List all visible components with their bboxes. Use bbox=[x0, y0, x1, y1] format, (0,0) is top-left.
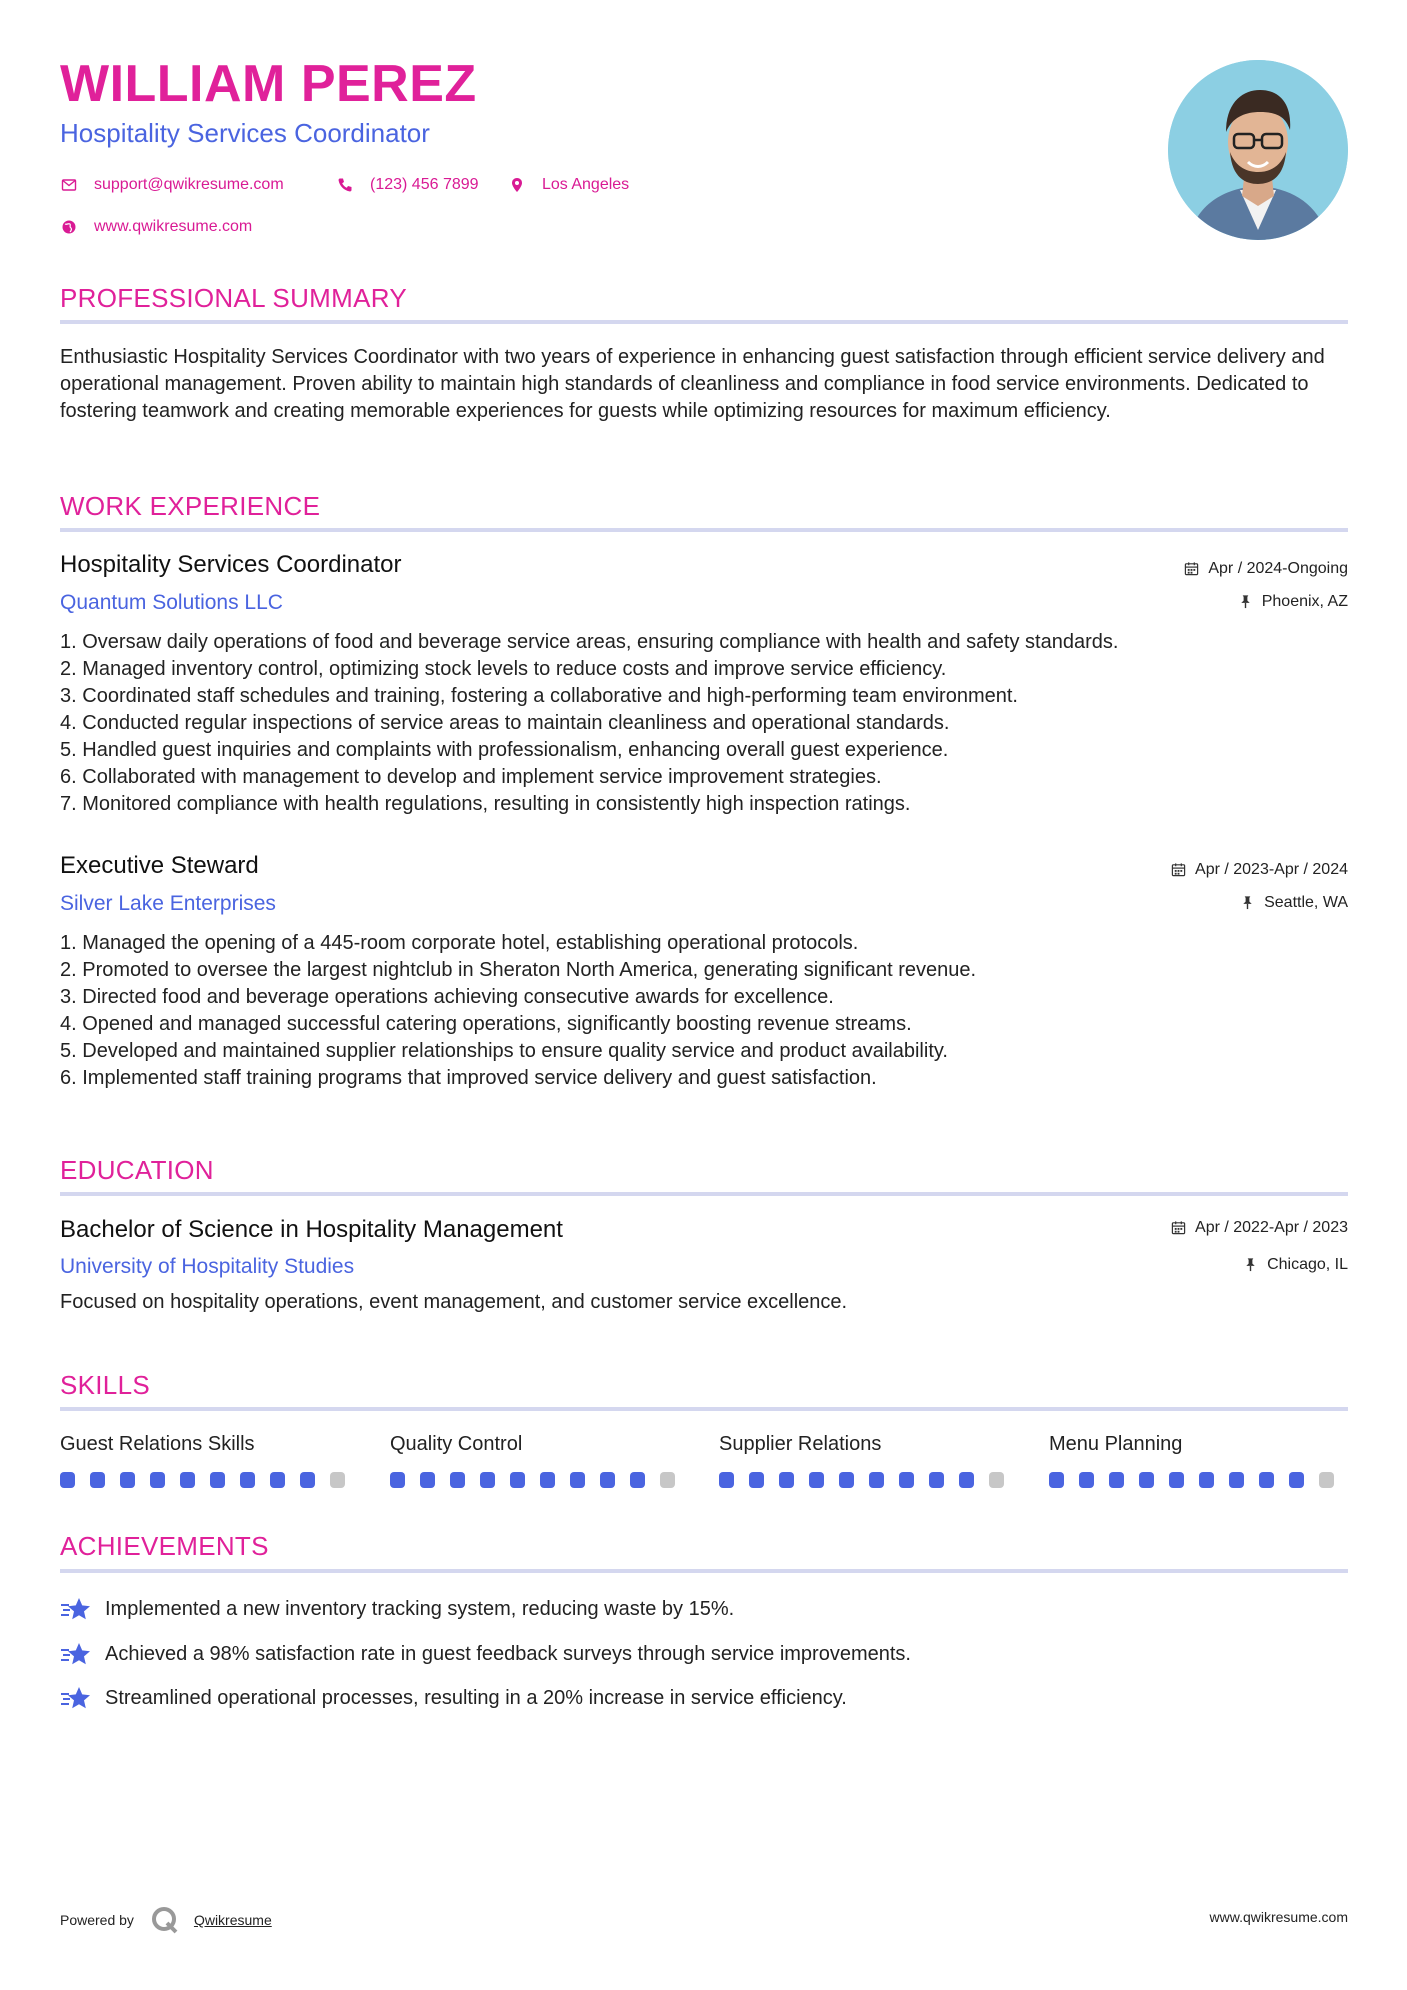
achievement-text: Implemented a new inventory tracking system, reducing waste by 15%. bbox=[105, 1598, 735, 1620]
skill-name: Quality Control bbox=[390, 1433, 523, 1455]
calendar-icon bbox=[1184, 561, 1200, 577]
candidate-name: WILLIAM PEREZ bbox=[60, 55, 477, 113]
job-bullet: Monitored compliance with health regulations, resulting in consistently high inspection ratings. bbox=[82, 793, 911, 815]
rating-dot-filled bbox=[180, 1472, 195, 1488]
job-dates-text: Apr / 2024-Ongoing bbox=[1208, 560, 1348, 577]
skills-divider bbox=[60, 1407, 1348, 1411]
rating-dot-empty bbox=[660, 1472, 675, 1488]
rating-dot-filled bbox=[240, 1472, 255, 1488]
job-dates bbox=[1171, 862, 1348, 878]
rating-dot-empty bbox=[989, 1472, 1004, 1488]
calendar-icon bbox=[1171, 1220, 1187, 1236]
education-description: Focused on hospitality operations, event management, and customer service excellence. bbox=[60, 1291, 848, 1313]
envelope-icon bbox=[60, 176, 78, 194]
job-dates-text: Apr / 2023-Apr / 2024 bbox=[1195, 861, 1348, 878]
rating-dot-filled bbox=[779, 1472, 794, 1488]
achievement-item bbox=[60, 1641, 911, 1667]
rating-dot-filled bbox=[839, 1472, 854, 1488]
skill-rating bbox=[390, 1472, 690, 1488]
profile-photo bbox=[1168, 60, 1348, 240]
rating-dot-filled bbox=[1229, 1472, 1244, 1488]
job-title: Hospitality Services Coordinator bbox=[60, 551, 402, 578]
summary-text: Enthusiastic Hospitality Services Coordinator with two years of experience in enhancing guest satisfaction through efficient service delivery and operational management. Proven ability to maintain high standards of cleanliness and compliance in food service environments. Dedicated to fostering teamwork and creating memorable experiences for guests while optimizing resources for maximum efficiency. bbox=[60, 346, 1325, 422]
rating-dot-filled bbox=[150, 1472, 165, 1488]
rating-dot-filled bbox=[1259, 1472, 1274, 1488]
experience-heading: WORK EXPERIENCE bbox=[60, 491, 321, 521]
rating-dot-filled bbox=[809, 1472, 824, 1488]
rating-dot-filled bbox=[600, 1472, 615, 1488]
qwikresume-logo-icon bbox=[150, 1905, 180, 1935]
rating-dot-filled bbox=[90, 1472, 105, 1488]
rating-dot-filled bbox=[1199, 1472, 1214, 1488]
skill-item bbox=[719, 1434, 1019, 1488]
education-heading: EDUCATION bbox=[60, 1155, 214, 1185]
website-text: www.qwikresume.com bbox=[94, 218, 253, 235]
achievement-item bbox=[60, 1596, 734, 1622]
job-bullet: Coordinated staff schedules and training, fostering a collaborative and high-performing team environment. bbox=[82, 685, 1018, 707]
education-location-text: Chicago, IL bbox=[1267, 1256, 1348, 1273]
star-icon bbox=[60, 1641, 92, 1667]
skill-name: Menu Planning bbox=[1049, 1433, 1183, 1455]
job-bullet: Managed the opening of a 445-room corporate hotel, establishing operational protocols. bbox=[82, 932, 859, 954]
rating-dot-filled bbox=[749, 1472, 764, 1488]
rating-dot-filled bbox=[1169, 1472, 1184, 1488]
skill-rating bbox=[60, 1472, 360, 1488]
skill-item bbox=[60, 1434, 360, 1488]
education-location bbox=[1243, 1257, 1348, 1273]
rating-dot-empty bbox=[330, 1472, 345, 1488]
job-bullet: Directed food and beverage operations achieving consecutive awards for excellence. bbox=[82, 986, 834, 1008]
rating-dot-filled bbox=[1289, 1472, 1304, 1488]
job-bullet: Developed and maintained supplier relationships to ensure quality service and product availability. bbox=[82, 1040, 948, 1062]
achievement-text: Achieved a 98% satisfaction rate in guest feedback surveys through service improvements. bbox=[105, 1643, 911, 1665]
contact-phone[interactable] bbox=[336, 176, 479, 194]
rating-dot-filled bbox=[719, 1472, 734, 1488]
rating-dot-filled bbox=[60, 1472, 75, 1488]
powered-by-text: Powered by bbox=[60, 1912, 134, 1928]
phone-icon bbox=[336, 176, 354, 194]
rating-dot-filled bbox=[210, 1472, 225, 1488]
skills-heading: SKILLS bbox=[60, 1370, 150, 1400]
job-bullet: Promoted to oversee the largest nightclub in Sheraton North America, generating significant revenue. bbox=[82, 959, 977, 981]
globe-icon bbox=[60, 218, 78, 236]
job-title: Executive Steward bbox=[60, 852, 259, 879]
job-bullet: Oversaw daily operations of food and beverage service areas, ensuring compliance with health and safety standards. bbox=[82, 631, 1119, 653]
pushpin-icon bbox=[1238, 594, 1254, 610]
job-bullet: Conducted regular inspections of service areas to maintain cleanliness and operational standards. bbox=[82, 712, 950, 734]
education-dates bbox=[1171, 1220, 1348, 1236]
rating-dot-filled bbox=[630, 1472, 645, 1488]
rating-dot-filled bbox=[450, 1472, 465, 1488]
rating-dot-filled bbox=[120, 1472, 135, 1488]
education-divider bbox=[60, 1192, 1348, 1196]
skill-item bbox=[390, 1434, 690, 1488]
job-location-text: Phoenix, AZ bbox=[1261, 593, 1348, 610]
job-dates bbox=[1184, 561, 1348, 577]
rating-dot-filled bbox=[510, 1472, 525, 1488]
rating-dot-filled bbox=[959, 1472, 974, 1488]
rating-dot-filled bbox=[1049, 1472, 1064, 1488]
job-bullet: Collaborated with management to develop and implement service improvement strategies. bbox=[82, 766, 882, 788]
location-text: Los Angeles bbox=[542, 176, 630, 193]
job-company: Quantum Solutions LLC bbox=[60, 591, 283, 614]
pushpin-icon bbox=[1240, 895, 1256, 911]
education-school: University of Hospitality Studies bbox=[60, 1255, 355, 1278]
contact-email[interactable] bbox=[60, 176, 284, 194]
summary-divider bbox=[60, 320, 1348, 324]
achievement-text: Streamlined operational processes, resulting in a 20% increase in service efficiency. bbox=[105, 1687, 847, 1709]
footer-url[interactable]: www.qwikresume.com bbox=[1209, 1909, 1348, 1925]
skill-name: Guest Relations Skills bbox=[60, 1433, 255, 1455]
achievements-heading: ACHIEVEMENTS bbox=[60, 1531, 269, 1561]
footer-powered-by bbox=[60, 1905, 272, 1935]
education-degree: Bachelor of Science in Hospitality Management bbox=[60, 1216, 563, 1243]
rating-dot-filled bbox=[899, 1472, 914, 1488]
star-icon bbox=[60, 1685, 92, 1711]
job-bullet: Handled guest inquiries and complaints with professionalism, enhancing overall guest experience. bbox=[82, 739, 949, 761]
rating-dot-empty bbox=[1319, 1472, 1334, 1488]
candidate-title: Hospitality Services Coordinator bbox=[60, 118, 430, 148]
rating-dot-filled bbox=[869, 1472, 884, 1488]
achievement-item bbox=[60, 1685, 847, 1711]
rating-dot-filled bbox=[420, 1472, 435, 1488]
phone-text: (123) 456 7899 bbox=[370, 176, 479, 193]
job-bullets bbox=[60, 930, 1366, 1092]
contact-website[interactable] bbox=[60, 218, 252, 236]
skill-name: Supplier Relations bbox=[719, 1433, 882, 1455]
job-location bbox=[1238, 594, 1348, 610]
rating-dot-filled bbox=[390, 1472, 405, 1488]
skill-item bbox=[1049, 1434, 1349, 1488]
job-company: Silver Lake Enterprises bbox=[60, 892, 276, 915]
job-location bbox=[1240, 895, 1348, 911]
rating-dot-filled bbox=[540, 1472, 555, 1488]
education-dates-text: Apr / 2022-Apr / 2023 bbox=[1195, 1219, 1348, 1236]
rating-dot-filled bbox=[270, 1472, 285, 1488]
brand-link[interactable]: Qwikresume bbox=[193, 1912, 272, 1928]
contact-location bbox=[508, 176, 629, 194]
experience-divider bbox=[60, 528, 1348, 532]
rating-dot-filled bbox=[1079, 1472, 1094, 1488]
job-bullet: Implemented staff training programs that improved service delivery and guest satisfaction. bbox=[82, 1067, 877, 1089]
achievements-divider bbox=[60, 1569, 1348, 1573]
rating-dot-filled bbox=[480, 1472, 495, 1488]
skill-rating bbox=[1049, 1472, 1349, 1488]
pushpin-icon bbox=[1243, 1257, 1259, 1273]
calendar-icon bbox=[1171, 862, 1187, 878]
job-bullet: Managed inventory control, optimizing stock levels to reduce costs and improve service efficiency. bbox=[82, 658, 947, 680]
rating-dot-filled bbox=[929, 1472, 944, 1488]
rating-dot-filled bbox=[300, 1472, 315, 1488]
rating-dot-filled bbox=[1139, 1472, 1154, 1488]
star-icon bbox=[60, 1596, 92, 1622]
summary-heading: PROFESSIONAL SUMMARY bbox=[60, 283, 407, 313]
job-location-text: Seattle, WA bbox=[1264, 894, 1348, 911]
rating-dot-filled bbox=[1109, 1472, 1124, 1488]
rating-dot-filled bbox=[570, 1472, 585, 1488]
job-bullet: Opened and managed successful catering operations, significantly boosting revenue streams. bbox=[82, 1013, 912, 1035]
skill-rating bbox=[719, 1472, 1019, 1488]
job-bullets bbox=[60, 629, 1366, 818]
email-text: support@qwikresume.com bbox=[94, 176, 284, 193]
map-pin-icon bbox=[508, 176, 526, 194]
